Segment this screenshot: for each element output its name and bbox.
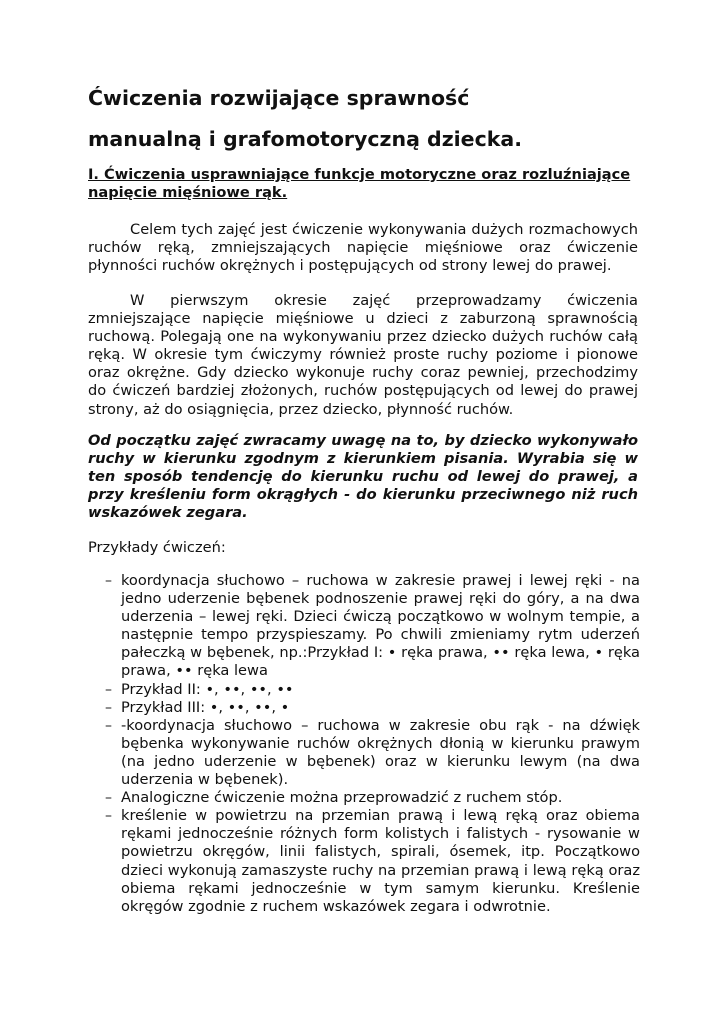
list-item-text: kreślenie w powietrzu na przemian prawą i lewą ręką oraz obiema rękami jednocześnie różnych form kolistych i falistych - rysowanie w powietrzu okręgów, linii falistych, spirali, ósemek, itp. Początkowo dzieci wykonują zamaszyste ruchy na przemian prawą i lewą ręką oraz obiema rękami jednocześnie w tym samym kierunku. Kreślenie okręgów zgodnie z ruchem wskazówek zegara i odwrotnie. — [121, 807, 640, 915]
list-item-text: Przykład II: •, ••, ••, •• — [121, 680, 294, 698]
dash-bullet-icon: – — [105, 808, 112, 825]
list-item — [88, 572, 640, 681]
paragraph-first-period: W pierwszym okresie zajęć przeprowadzamy ćwiczenia zmniejszające napięcie mięśniowe u dzieci z zaburzoną sprawnością ruchową. Polegają one na wykonywaniu przez dziecko dużych ruchów całą ręką. W okresie tym ćwiczymy również proste ruchy poziome i pionowe oraz okrężne. Gdy dziecko wykonuje ruchy coraz pewniej, przechodzimy do ćwiczeń bardziej złożonych, ruchów postępujących od lewej do prawej strony, aż do osiągnięcia, przez dziecko, płynność ruchów. — [88, 292, 638, 418]
list-item-text: Analogiczne ćwiczenie można przeprowadzić z ruchem stóp. — [121, 789, 563, 807]
list-item-text: Przykład III: •, ••, ••, • — [121, 698, 290, 716]
dash-bullet-icon: – — [105, 699, 112, 716]
list-item — [88, 789, 640, 807]
list-item — [88, 681, 640, 699]
list-item-text: -koordynacja słuchowo – ruchowa w zakresie obu rąk - na dźwięk bębenka wykonywanie ruchów okrężnych dłonią w kierunku prawym (na jedno uderzenie w bębenek) oraz w kierunku lewym (na dwa uderzenia w bębenek). — [121, 716, 640, 789]
exercise-list — [88, 572, 640, 916]
dash-bullet-icon: – — [105, 681, 112, 698]
dash-bullet-icon: – — [105, 717, 112, 734]
list-item — [88, 699, 640, 717]
dash-bullet-icon: – — [105, 573, 112, 589]
title-line-2: manualną i grafomotoryczną dziecka. — [88, 127, 522, 151]
paragraph-emphasis: Od początku zajęć zwracamy uwagę na to, by dziecko wykonywało ruchy w kierunku zgodnym z kierunkiem pisania. Wyrabia się w ten sposób tendencję do kierunku ruchu od lewej do prawej, a przy kreśleniu form okrągłych - do kierunku przeciwnego niż ruch wskazówek zegara. — [88, 432, 638, 522]
examples-label: Przykłady ćwiczeń: — [88, 539, 226, 556]
section-heading: I. Ćwiczenia usprawniające funkcje motoryczne oraz rozluźniające napięcie mięśniowe rąk. — [88, 166, 631, 201]
title-line-1: Ćwiczenia rozwijające sprawność — [88, 86, 470, 110]
list-item-text: koordynacja słuchowo – ruchowa w zakresie prawej i lewej ręki - na jedno uderzenie bębenek podnoszenie prawej ręki do góry, a na dwa uderzenia – lewej ręki. Dzieci ćwiczą początkowo w wolnym tempie, a następnie tempo przyspieszamy. Po chwili zmieniamy rytm uderzeń pałeczką w bębenek, np.:Przykład I: • ręka prawa, •• ręka lewa, • ręka prawa, •• ręka lewa — [121, 572, 640, 680]
list-item — [88, 807, 640, 916]
dash-bullet-icon: – — [105, 790, 112, 807]
list-item — [88, 717, 640, 789]
paragraph-goal: Celem tych zajęć jest ćwiczenie wykonywania dużych rozmachowych ruchów ręką, zmniejszających napięcie mięśniowe oraz ćwiczenie płynności ruchów okrężnych i postępujących od strony lewej do prawej. — [88, 221, 638, 275]
